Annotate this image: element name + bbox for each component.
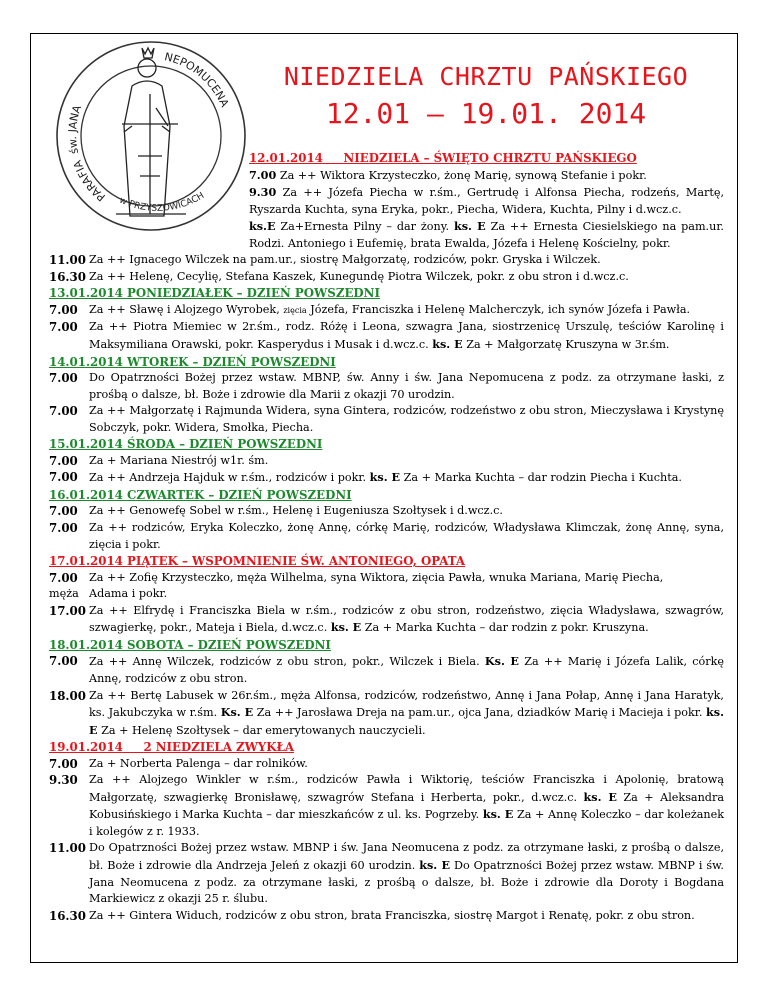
svg-text:NEPOMUCENA: NEPOMUCENA — [163, 50, 232, 110]
mass-entry: męża Adama i pokr. — [49, 587, 168, 601]
mass-entry: 7.00 Za ++ Małgorzatę i Rajmunda Widera, syna Gintera, rodziców, rodzeństwo z obu stron, Mieczysława i Krystynę Sobczyk, pokr. Widera, Smołka, Piecha. — [49, 404, 724, 434]
mass-entry: 7.00 Za + Mariana Niestrój w1r. śm. — [49, 453, 269, 468]
mass-entry: 7.00 Do Opatrzności Bożej przez wstaw. MBNP, św. Anny i św. Jana Nepomucena z podz. za otrzymane łaski, z prośbą o dalsze, bł. Boże i zdrowie dla Marii z okazji 70 urodzin. — [49, 371, 724, 401]
day-header-sunday-2: 19.01.2014 2 NIEDZIELA ZWYKŁA — [49, 740, 295, 755]
mass-entry: 7.00 Za ++ Piotra Miemiec w 2r.śm., rodz. Różę i Leona, szwagra Jana, siostrzenicę Urszulę, teściów Karolinę i Maksymiliana Orawski, pokr. Kasperydus i Musak i d.wcz.c. ks. E Za + Małgorzatę Kruszyna w 3r.śm. — [49, 320, 724, 352]
day-header-friday: 17.01.2014 PIĄTEK – WSPOMNIENIE ŚW. ANTONIEGO, OPATA — [49, 554, 466, 569]
mass-entry: 7.00 Za ++ Zofię Krzysteczko, męża Wilhelma, syna Wiktora, zięcia Pawła, wnuka Mariana, Marię Piecha, — [49, 570, 664, 585]
mass-entry: 18.00 Za ++ Bertę Labusek w 26r.śm., męża Alfonsa, rodziców, rodzeństwo, Annę i Jana Połap, Annę i Jana Haratyk, ks. Jakubczyka w r.śm. Ks. E Za ++ Jarosława Dreja na pam.ur., ojca Jana, dziadków Marię i Macieja i pokr. ks. E Za + Helenę Szołtysek – dar emerytowanych nauczycieli. — [49, 688, 724, 737]
mass-entry: 11.00 Do Opatrzności Bożej przez wstaw. MBNP i św. Jana Neomucena z podz. za otrzymane łaski, z prośbą o dalsze, bł. Boże i zdrowie dla Andrzeja Jeleń z okazji 60 urodzin. ks. E Do Opatrzności Bożej przez wstaw. MBNP i św. Jana Neomucena z podz. za otrzymane łaski, z prośbą o dalsze, bł. Boże i zdrowie dla Doroty i Bogdana Markiewicz z okazji 25 r. ślubu. — [49, 841, 724, 906]
mass-entry: 9.30 Za ++ Alojzego Winkler w r.śm., rodziców Pawła i Wiktorię, teściów Franciszka i Apolonię, bratową Małgorzatę, szwagierkę Bronisławę, szwagrów Stefana i Herberta, pokr., d.wcz.c. ks. E Za + Aleksandra Kobusińskiego i Marka Kuchta – dar mieszkańców z ul. ks. Pogrzeby. ks. E Za + Annę Koleczko – dar koleżanek i kolegów z r. 1933. — [49, 773, 724, 838]
mass-entry: 16.30 Za ++ Helenę, Cecylię, Stefana Kaszek, Kunegundę Piotra Wilczek, pokr. z obu stron i d.wcz.c. — [49, 269, 629, 284]
mass-schedule — [49, 150, 724, 924]
page-title: NIEDZIELA CHRZTU PAŃSKIEGO — [283, 62, 689, 91]
day-header: 12.01.2014 NIEDZIELA – ŚWIĘTO CHRZTU PAŃSKIEGO — [249, 151, 637, 165]
svg-text:św. JANA: św. JANA — [66, 103, 85, 156]
mass-entry: 7.00 Za + Norberta Palenga – dar rolników. — [49, 756, 308, 771]
mass-entry: 17.00 Za ++ Elfrydę i Franciszka Biela w r.śm., rodziców z obu stron, rodzeństwo, zięcia Władysława, szwagrów, szwagierkę, pokr., Mateja i Biela, d.wcz.c. ks. E Za + Marka Kuchta – dar rodzin z pokr. Kruszyna. — [49, 603, 724, 635]
day-header-thursday: 16.01.2014 CZWARTEK – DZIEŃ POWSZEDNI — [49, 487, 352, 502]
svg-text:w PRZYSZOWICACH: w PRZYSZOWICACH — [117, 190, 207, 214]
day-section-sunday — [249, 150, 724, 252]
svg-text:PARAFIA: PARAFIA — [70, 158, 108, 204]
day-header-wednesday: 15.01.2014 ŚRODA – DZIEŃ POWSZEDNI — [49, 437, 323, 452]
mass-entry: 7.00 Za ++ rodziców, Eryka Koleczko, żonę Annę, córkę Marię, rodziców, Władysława Klimczak, żonę Annę, syna, zięcia i pokr. — [49, 521, 724, 551]
day-header-monday: 13.01.2014 PONIEDZIAŁEK – DZIEŃ POWSZEDNI — [49, 286, 380, 301]
mass-entry: 7.00 Za ++ Annę Wilczek, rodziców z obu stron, pokr., Wilczek i Biela. Ks. E Za ++ Marię i Józefa Lalik, córkę Annę, rodziców z obu stron. — [49, 654, 724, 685]
mass-entry: 16.30 Za ++ Gintera Widuch, rodziców z obu stron, brata Franciszka, siostrę Margot i Renatę, pokr. z obu stron. — [49, 908, 695, 923]
mass-entry: 9.30 Za ++ Józefa Piecha w r.śm., Gertrudę i Alfonsa Piecha, rodzeńs, Martę, Ryszarda Kuchta, syna Eryka, pokr., Piecha, Widera, Kuchta, Pilny i d.wcz.c. — [249, 185, 725, 216]
mass-entry: 7.00 Za ++ Genowefę Sobel w r.śm., Helenę i Eugeniusza Szołtysek i d.wcz.c. — [49, 504, 503, 519]
mass-entry: 11.00 Za ++ Ignacego Wilczek na pam.ur., siostrę Małgorzatę, rodziców, pokr. Gryska i Wilczek. — [49, 253, 601, 268]
mass-entry: 7.00 Za ++ Andrzeja Hajduk w r.śm., rodziców i pokr. ks. E Za + Marka Kuchta – dar rodzin Piecha i Kuchta. — [49, 470, 682, 485]
mass-entry: 7.00 Za ++ Sławę i Alojzego Wyrobek, zięcia Józefa, Franciszka i Helenę Malcherczyk, ich synów Józefa i Pawła. — [49, 302, 691, 317]
date-range-title: 12.01 – 19.01. 2014 — [325, 97, 647, 130]
mass-entry: 7.00 Za ++ Wiktora Krzysteczko, żonę Marię, synową Stefanie i pokr. — [249, 167, 647, 182]
day-header-saturday: 18.01.2014 SOBOTA – DZIEŃ POWSZEDNI — [49, 637, 331, 652]
day-header-tuesday: 14.01.2014 WTOREK – DZIEŃ POWSZEDNI — [49, 354, 336, 369]
mass-entry: ks.E Za+Ernesta Pilny – dar żony. ks. E Za ++ Ernesta Ciesielskiego na pam.ur. Rodzi. Antoniego i Eufemię, brata Ewalda, Józefa i Helenę Kościelny, pokr. — [249, 219, 724, 250]
